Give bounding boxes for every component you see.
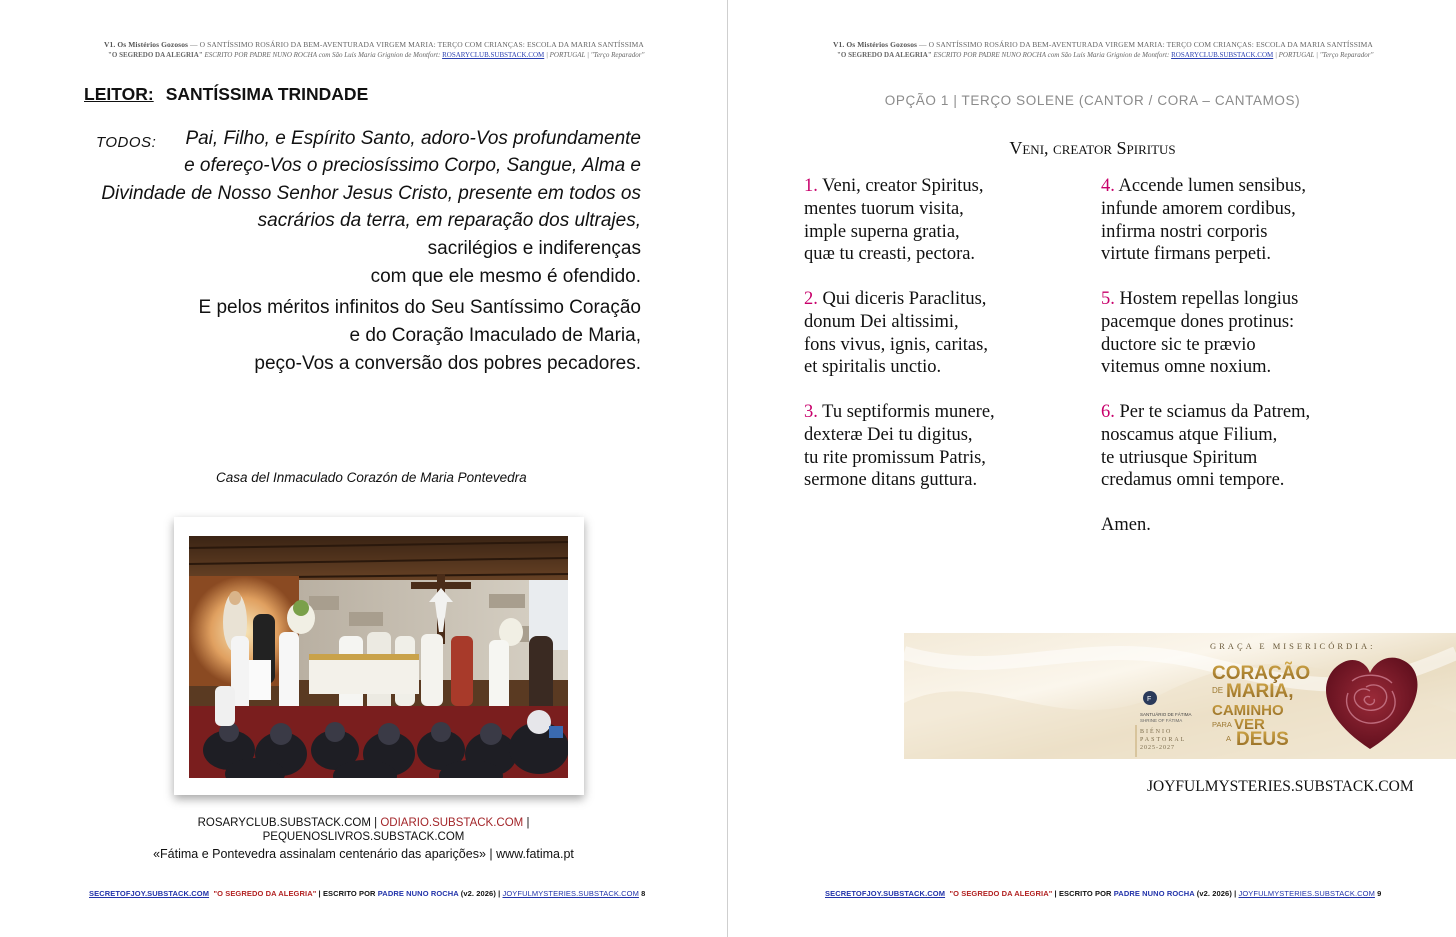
page-divider [727, 0, 728, 937]
header-link[interactable]: ROSARYCLUB.SUBSTACK.COM [1171, 51, 1274, 59]
svg-text:BIÉNIO: BIÉNIO [1140, 729, 1173, 735]
running-header-line1: V1. Os Mistérios Gozosos — O SANTÍSSIMO ROSÁRIO DA BEM-AVENTURADA VIRGEM MARIA: TERÇO COM CRIANÇAS: ESCOLA DA MARIA SANTÍSSIMA [833, 40, 1373, 49]
stanza-2: 2. Qui diceris Paraclitus, donum Dei altissimi, fons vivus, ignis, caritas, et spiritalis unctio. [804, 289, 988, 378]
amen: Amen. [1101, 515, 1151, 535]
banner-word: PARA [1212, 720, 1232, 729]
prayer-line: E pelos méritos infinitos do Seu Santíssimo Coração [198, 297, 641, 318]
pequenoslivros-link[interactable]: PEQUENOSLIVROS.SUBSTACK.COM [262, 831, 465, 843]
fatima-news-link[interactable]: «Fátima e Pontevedra assinalam centenário das aparições» | www.fatima.pt [153, 847, 574, 861]
photo-frame [174, 517, 584, 795]
banner-top-text: GRAÇA E MISERICÓRDIA: [1210, 641, 1376, 651]
svg-text:2025-2027: 2025-2027 [1140, 745, 1175, 751]
prayer-line: e do Coração Imaculado de Maria, [349, 325, 641, 346]
stanza-3: 3. Tu septiformis munere, dexteræ Dei tu digitus, tu rite promissum Patris, sermone ditans guttura. [804, 402, 995, 491]
page-footer: SECRETOFJOY.SUBSTACK.COM "O SEGREDO DA ALEGRIA" | ESCRITO POR PADRE NUNO ROCHA (v2. 2026) | JOYFULMYSTERIES.SUBSTACK.COM 8 [89, 889, 646, 898]
stanza-1: 1. Veni, creator Spiritus, mentes tuorum visita, imple superna gratia, quæ tu creasti, pectora. [804, 176, 984, 265]
left-page [0, 0, 727, 937]
rosaryclub-link[interactable]: ROSARYCLUB.SUBSTACK.COM | [197, 817, 381, 829]
banner-word: CAMINHO [1212, 702, 1284, 719]
banner-word: DE [1212, 686, 1224, 695]
banner-word: VER [1234, 716, 1265, 733]
prayer-line: peço-Vos a conversão dos pobres pecadores. [254, 353, 641, 374]
joyfulmysteries-link[interactable]: JOYFULMYSTERIES.SUBSTACK.COM [1238, 889, 1375, 898]
chapel-mass-photo [189, 536, 568, 778]
site-name[interactable]: JOYFULMYSTERIES.SUBSTACK.COM [1147, 778, 1414, 795]
banner-word: A [1226, 734, 1232, 743]
running-header-line1: V1. Os Mistérios Gozosos — O SANTÍSSIMO ROSÁRIO DA BEM-AVENTURADA VIRGEM MARIA: TERÇO COM CRIANÇAS: ESCOLA DA MARIA SANTÍSSIMA [104, 40, 644, 49]
header-link[interactable]: ROSARYCLUB.SUBSTACK.COM [442, 51, 545, 59]
odiario-link[interactable]: ODIARIO.SUBSTACK.COM [380, 817, 524, 829]
photo-caption: Casa del Inmaculado Corazón de Maria Pontevedra [216, 470, 527, 485]
prayer-line: e ofereço-Vos o preciosíssimo Corpo, Sangue, Alma e [184, 155, 641, 176]
stanza-5: 5. Hostem repellas longius pacemque dones protinus: ductore sic te prævio vitemus omne noxium. [1101, 289, 1299, 378]
todos-label: TODOS: [96, 134, 157, 151]
svg-text:F: F [1147, 696, 1152, 703]
prayer-line: Pai, Filho, e Espírito Santo, adoro-Vos profundamente [185, 128, 641, 149]
hymn-title: Veni, creator Spiritus [1009, 138, 1176, 158]
joyfulmysteries-link[interactable]: JOYFULMYSTERIES.SUBSTACK.COM [502, 889, 639, 898]
jubilee-banner [904, 633, 1456, 759]
secretofjoy-link[interactable]: SECRETOFJOY.SUBSTACK.COM [825, 889, 946, 898]
running-header-line2: "O SEGREDO DA ALEGRIA" ESCRITO POR PADRE NUNO ROCHA com São Luís Maria Grignion de Montfort: ROSARYCLUB.SUBSTACK.COM | PORTUGAL | "Terço Reparador" [108, 51, 645, 59]
shrine-name: SANTUÁRIO DE FÁTIMA [1140, 712, 1192, 717]
banner-word: DEUS [1236, 729, 1289, 750]
secretofjoy-link[interactable]: SECRETOFJOY.SUBSTACK.COM [89, 889, 210, 898]
prayer-line: sacrários da terra, em reparação dos ultrajes, [257, 210, 641, 231]
page-number: 9 [1377, 889, 1382, 898]
option-heading: OPÇÃO 1 | TERÇO SOLENE (CANTOR / CORA – CANTAMOS) [884, 93, 1301, 108]
banner-word: MARIA, [1226, 681, 1294, 702]
prayer-line: sacrilégios e indiferenças [427, 238, 641, 259]
banner-word: CORAÇÃO [1212, 663, 1311, 684]
stanza-4: 4. Accende lumen sensibus, infunde amorem cordibus, infirma nostri corporis virtute firmans perpeti. [1101, 176, 1307, 265]
right-page [729, 0, 1456, 937]
prayer-line: com que ele mesmo é ofendido. [370, 266, 641, 287]
stanza-6: 6. Per te sciamus da Patrem, noscamus atque Filium, te utriusque Spiritum credamus omni tempore. [1101, 402, 1311, 491]
shrine-name-en: SHRINE OF FÁTIMA [1140, 718, 1183, 723]
page-footer: SECRETOFJOY.SUBSTACK.COM "O SEGREDO DA ALEGRIA" | ESCRITO POR PADRE NUNO ROCHA (v2. 2026) | JOYFULMYSTERIES.SUBSTACK.COM 9 [825, 889, 1382, 898]
leitor-heading: LEITOR: SANTÍSSIMA TRINDADE [84, 84, 369, 104]
svg-text:PASTORAL: PASTORAL [1140, 737, 1187, 743]
links-line1: ROSARYCLUB.SUBSTACK.COM | ODIARIO.SUBSTACK.COM | [197, 817, 530, 829]
page-number: 8 [641, 889, 646, 898]
running-header-line2: "O SEGREDO DA ALEGRIA" ESCRITO POR PADRE NUNO ROCHA com São Luís Maria Grignion de Montfort: ROSARYCLUB.SUBSTACK.COM | PORTUGAL | "Terço Reparador" [837, 51, 1374, 59]
prayer-line: Divindade de Nosso Senhor Jesus Cristo, presente em todos os [101, 183, 641, 204]
